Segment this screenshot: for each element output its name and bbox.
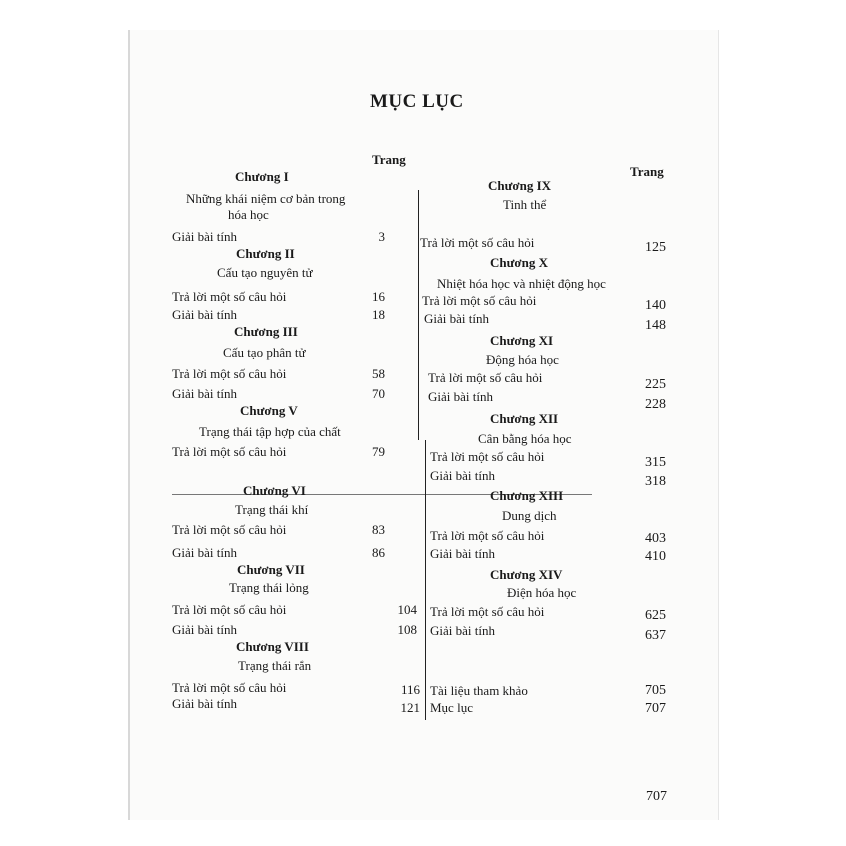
right-ch13-entry1-page: 403: [645, 531, 666, 546]
left-ch2-entry1-label: Trả lời một số câu hỏi: [172, 289, 287, 304]
left-page-column-header: Trang: [372, 152, 406, 167]
right-ch9-entry1-page: 125: [645, 240, 666, 255]
column-separator-lower: [425, 440, 426, 720]
left-ch2-entry2-page: 18: [372, 307, 385, 322]
left-ch1-title: Chương I: [235, 169, 289, 184]
right-ch14-entry2-label: Giải bài tính: [430, 623, 495, 638]
right-toc-page: 707: [645, 701, 666, 716]
right-ch12-entry1-page: 315: [645, 455, 666, 470]
left-ch2-entry2-label: Giải bài tính: [172, 307, 237, 322]
right-ch12-title: Chương XII: [490, 411, 559, 426]
left-ch8-entry1-label: Trả lời một số câu hỏi: [172, 680, 287, 695]
left-ch1-name-line2: hóa học: [228, 207, 269, 222]
right-ch12-name: Cân bằng hóa học: [478, 431, 572, 446]
left-ch2-title: Chương II: [236, 246, 295, 261]
right-ch14-title: Chương XIV: [490, 567, 563, 582]
right-ch10-entry1-page: 140: [645, 298, 666, 313]
right-references-label: Tài liệu tham khảo: [430, 683, 528, 698]
left-ch1-entry1-label: Giải bài tính: [172, 229, 237, 244]
right-ch10-entry2-label: Giải bài tính: [424, 311, 489, 326]
left-ch6-title: Chương VI: [243, 483, 306, 498]
right-ch11-name: Động hóa học: [486, 352, 559, 367]
right-ch10-entry1-label: Trả lời một số câu hỏi: [422, 293, 537, 308]
left-ch2-name: Cấu tạo nguyên tử: [217, 265, 313, 280]
right-ch9-entry1-label: Trả lời một số câu hỏi: [420, 235, 535, 250]
right-ch10-entry2-page: 148: [645, 318, 666, 333]
left-ch8-entry1-page: 116: [400, 682, 420, 697]
right-ch13-entry2-label: Giải bài tính: [430, 546, 495, 561]
left-ch6-name: Trạng thái khí: [235, 502, 309, 517]
left-ch6-entry2-label: Giải bài tính: [172, 545, 237, 560]
right-ch11-entry1-label: Trả lời một số câu hỏi: [428, 370, 543, 385]
left-ch5-title: Chương V: [240, 403, 298, 418]
right-ch10-title: Chương X: [490, 255, 548, 270]
left-ch3-entry1-page: 58: [372, 366, 385, 381]
left-ch1-name-line1: Những khái niệm cơ bản trong: [186, 191, 346, 206]
right-ch11-entry2-page: 228: [645, 397, 666, 412]
left-ch1-entry1-page: 3: [378, 229, 385, 244]
right-ch12-entry1-label: Trả lời một số câu hỏi: [430, 449, 545, 464]
left-ch3-entry2-page: 70: [372, 386, 385, 401]
right-ch9-name: Tinh thể: [503, 197, 547, 212]
left-ch5-name: Trạng thái tập hợp của chất: [199, 424, 341, 439]
left-ch6-entry2-page: 86: [372, 545, 385, 560]
left-ch5-entry1-label: Trả lời một số câu hỏi: [172, 444, 287, 459]
right-ch10-name: Nhiệt hóa học và nhiệt động học: [437, 276, 606, 291]
left-ch7-entry2-page: 108: [397, 622, 417, 637]
left-ch7-entry1-label: Trả lời một số câu hỏi: [172, 602, 287, 617]
right-ch13-name: Dung dịch: [502, 508, 557, 523]
column-separator-upper: [418, 190, 419, 440]
left-ch8-entry2-page: 121: [400, 700, 420, 715]
right-ch14-entry1-label: Trả lời một số câu hỏi: [430, 604, 545, 619]
left-ch3-title: Chương III: [234, 324, 298, 339]
left-ch6-entry1-page: 83: [372, 522, 385, 537]
right-ch13-entry1-label: Trả lời một số câu hỏi: [430, 528, 545, 543]
left-ch3-name: Cấu tạo phân tử: [223, 345, 306, 360]
left-ch8-title: Chương VIII: [236, 639, 309, 654]
left-ch3-entry2-label: Giải bài tính: [172, 386, 237, 401]
left-ch6-entry1-label: Trả lời một số câu hỏi: [172, 522, 287, 537]
right-references-page: 705: [645, 683, 666, 698]
right-ch14-entry2-page: 637: [645, 628, 666, 643]
right-ch11-title: Chương XI: [490, 333, 554, 348]
left-ch7-entry1-page: 104: [397, 602, 417, 617]
left-ch2-entry1-page: 16: [372, 289, 385, 304]
right-ch14-name: Điện hóa học: [507, 585, 577, 600]
right-ch12-entry2-label: Giải bài tính: [430, 468, 495, 483]
left-ch7-entry2-label: Giải bài tính: [172, 622, 237, 637]
left-ch7-title: Chương VII: [237, 562, 305, 577]
right-toc-label: Mục lục: [430, 700, 473, 715]
right-ch12-entry2-page: 318: [645, 474, 666, 489]
right-page-column-header: Trang: [630, 164, 664, 179]
left-ch8-entry2-label: Giải bài tính: [172, 696, 237, 711]
right-ch13-title: Chương XIII: [490, 488, 564, 503]
right-ch14-entry1-page: 625: [645, 608, 666, 623]
page-title: MỤC LỤC: [370, 91, 464, 112]
right-ch13-entry2-page: 410: [645, 549, 666, 564]
left-ch5-entry1-page: 79: [372, 444, 385, 459]
page-number: 707: [646, 789, 667, 804]
right-ch9-title: Chương IX: [488, 178, 552, 193]
left-ch3-entry1-label: Trả lời một số câu hỏi: [172, 366, 287, 381]
left-ch7-name: Trạng thái lỏng: [229, 580, 309, 595]
right-ch11-entry1-page: 225: [645, 377, 666, 392]
left-ch8-name: Trạng thái rắn: [238, 658, 312, 673]
right-ch11-entry2-label: Giải bài tính: [428, 389, 493, 404]
